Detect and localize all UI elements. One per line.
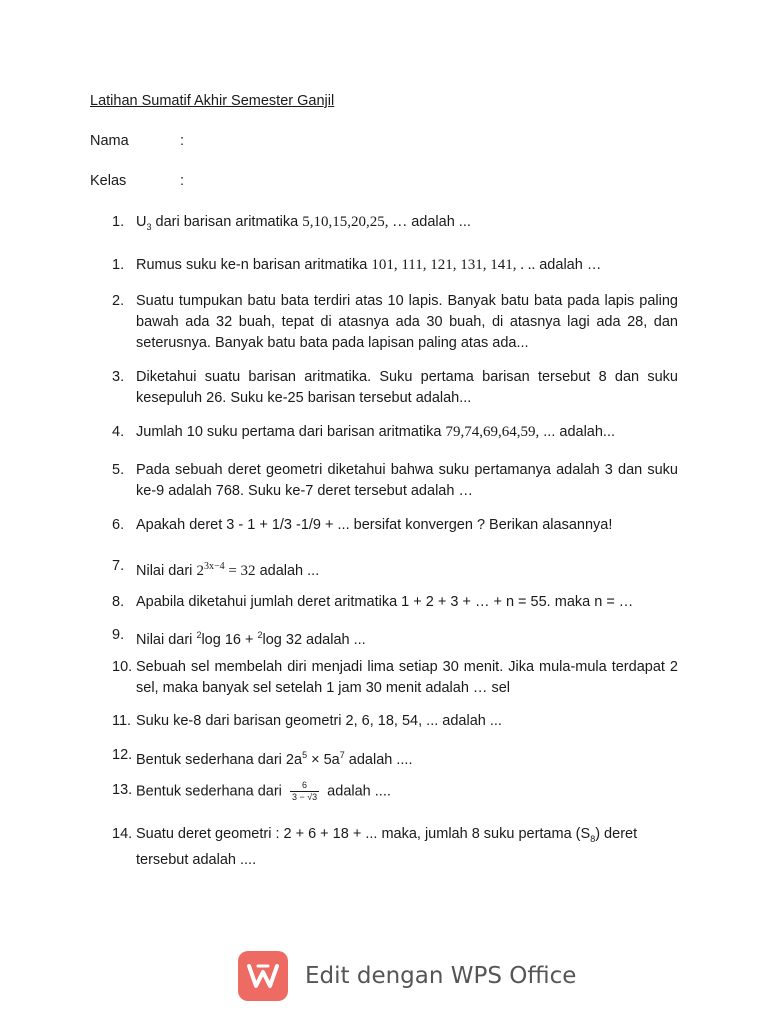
- question-item: [112, 711, 678, 732]
- question-item: [112, 745, 678, 771]
- question-item: [112, 255, 678, 276]
- question-number: 14.: [112, 826, 133, 842]
- question-item: [112, 367, 678, 409]
- question-number: 13.: [112, 782, 133, 798]
- question-number: 3.: [112, 369, 125, 385]
- question-text: $U_3$ dari barisan aritmatika 5,10,15,20,25, … adalah ...: [136, 214, 471, 232]
- wps-logo-icon: [238, 951, 288, 1001]
- question-text: Sebuah sel membelah diri menjadi lima setiap 30 menit. Jika mula-mula terdapat 2 sel, maka banyak sel setelah 1 jam 30 menit adalah … sel: [136, 659, 678, 696]
- field-nama: [90, 133, 185, 149]
- question-item: [112, 625, 678, 651]
- field-label: Nama: [90, 133, 129, 149]
- question-text: Nilai dari $2^{3x-4} = 32$ adalah ...: [136, 561, 320, 579]
- question-item: [112, 515, 678, 536]
- question-item: [112, 556, 678, 582]
- question-text: Jumlah 10 suku pertama dari barisan aritmatika 79,74,69,64,59, ... adalah...: [136, 424, 616, 440]
- field-label: Kelas: [90, 173, 127, 189]
- fraction: $\frac{6}{3 - √3}$: [291, 780, 318, 802]
- question-item: [112, 824, 678, 871]
- question-item: [112, 780, 678, 803]
- question-item: [112, 212, 678, 238]
- question-item: [112, 422, 678, 443]
- question-number: 10.: [112, 659, 133, 675]
- question-item: [112, 657, 678, 699]
- question-text: Suku ke-8 dari barisan geometri 2, 6, 18, 54, ... adalah ...: [136, 713, 502, 729]
- question-text: Bentuk sederhana dari $2a^5 \times 5a^7$ adalah ....: [136, 750, 413, 768]
- question-number: 8.: [112, 594, 125, 610]
- question-number: 4.: [112, 424, 125, 440]
- question-text: Rumus suku ke-n barisan aritmatika 101, 111, 121, 131, 141, . .. adalah …: [136, 257, 602, 273]
- question-number: 7.: [112, 558, 125, 574]
- question-number: 5.: [112, 462, 125, 478]
- question-text: Suatu tumpukan batu bata terdiri atas 10 lapis. Banyak batu bata pada lapis paling bawah ada 32 buah, tepat di atasnya ada 30 buah, di atasnya lagi ada 28, dan seterusnya. Banyak batu bata pada lapisan paling atas ada...: [136, 293, 678, 351]
- question-text: Bentuk sederhana dari $\frac{6}{3 - √3}$ adalah ....: [136, 780, 391, 802]
- question-number: 1.: [112, 257, 125, 273]
- question-number: 6.: [112, 517, 125, 533]
- question-number: 12.: [112, 747, 133, 763]
- question-item: [112, 460, 678, 502]
- question-text: Suatu deret geometri : 2 + 6 + 18 + ... maka, jumlah 8 suku pertama $(S_8)$ deret tersebut adalah ....: [136, 826, 638, 868]
- question-number: 2.: [112, 293, 125, 309]
- wps-edit-banner[interactable]: [238, 951, 576, 1001]
- question-text: Nilai dari $^2$log 16 + $^2$log 32 adalah ...: [136, 630, 366, 648]
- question-number: 9.: [112, 627, 125, 643]
- question-text: Diketahui suatu barisan aritmatika. Suku pertama barisan tersebut 8 dan suku kesepuluh 26. Suku ke-25 barisan tersebut adalah...: [136, 369, 678, 406]
- question-item: [112, 291, 678, 354]
- question-item: [112, 592, 678, 613]
- field-kelas: [90, 173, 185, 189]
- question-number: 11.: [112, 713, 132, 729]
- question-text: Pada sebuah deret geometri diketahui bahwa suku pertamanya adalah 3 dan suku ke-9 adalah 768. Suku ke-7 deret tersebut adalah …: [136, 462, 678, 499]
- field-colon: :: [180, 173, 185, 189]
- document-title: Latihan Sumatif Akhir Semester Ganjil: [90, 93, 335, 109]
- question-text: Apakah deret 3 - 1 + 1/3 -1/9 + ... bersifat konvergen ? Berikan alasannya!: [136, 517, 613, 533]
- field-colon: :: [180, 133, 185, 149]
- wps-edit-label[interactable]: Edit dengan WPS Office: [305, 963, 577, 989]
- question-number: 1.: [112, 214, 125, 230]
- question-text: Apabila diketahui jumlah deret aritmatika 1 + 2 + 3 + … + n = 55. maka n = …: [136, 594, 634, 610]
